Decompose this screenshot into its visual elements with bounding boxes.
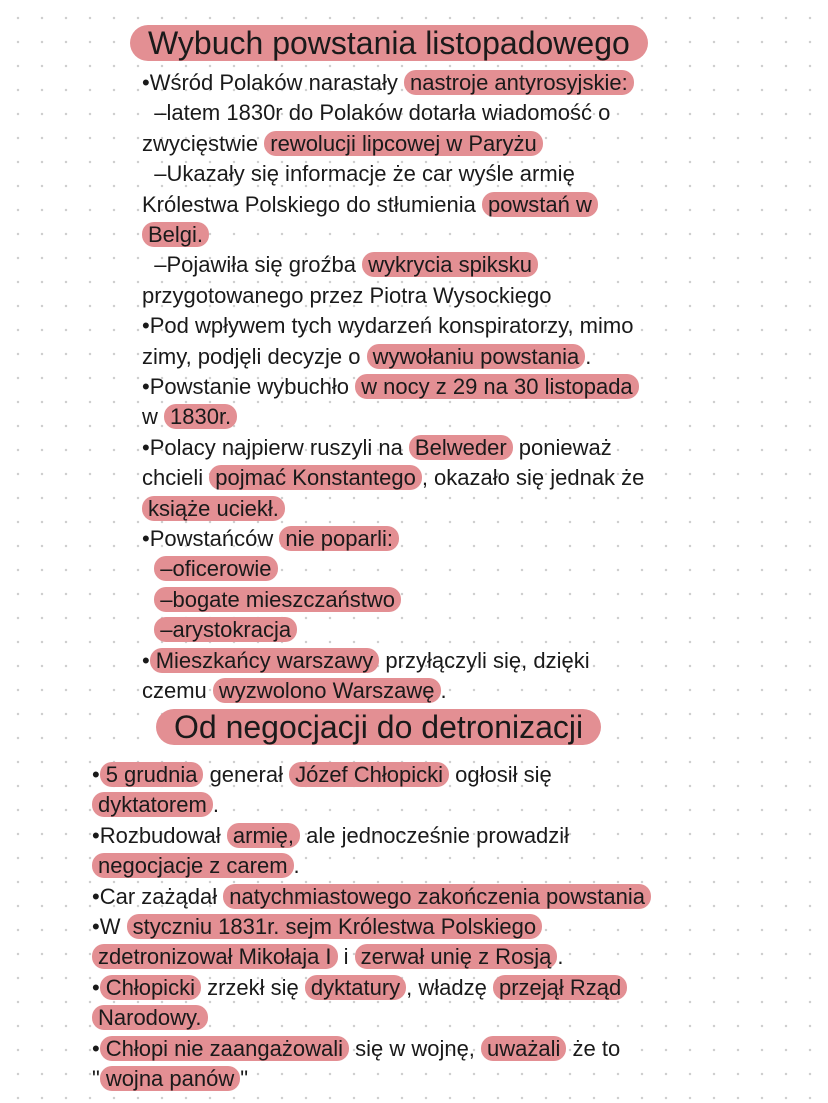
highlighted-text: rewolucji lipcowej w Paryżu — [264, 131, 543, 156]
highlighted-text: wyzwolono Warszawę — [213, 678, 441, 703]
highlighted-text: styczniu 1831r. sejm Królestwa Polskiego — [127, 914, 543, 939]
plain-text: . — [293, 853, 300, 879]
plain-text: • — [142, 647, 150, 673]
plain-text: –latem 1830r do Polaków dotarła wiadomość o — [142, 100, 611, 126]
text-line — [92, 790, 219, 820]
highlighted-text: Narodowy. — [92, 1005, 208, 1030]
plain-text: zrzekł się — [200, 974, 305, 1000]
text-line — [92, 821, 569, 851]
highlighted-text: natychmiastowego zakończenia powstania — [223, 884, 651, 909]
text-line — [142, 281, 551, 311]
text-line — [142, 220, 209, 250]
plain-text: . — [440, 678, 447, 703]
highlighted-text: wywołaniu powstania — [367, 344, 586, 369]
highlighted-text: książe uciekł. — [142, 496, 285, 521]
plain-text: przygotowanego przez Piotra Wysockiego — [142, 282, 552, 308]
text-line — [92, 851, 300, 881]
plain-text: •Powstanie wybuchło — [142, 374, 356, 399]
plain-text — [142, 556, 154, 581]
highlighted-text: 1830r. — [164, 404, 237, 429]
plain-text: •Polacy najpierw ruszyli na — [142, 434, 409, 460]
text-line — [142, 463, 644, 493]
text-line — [92, 942, 564, 972]
text-line — [142, 585, 401, 615]
text-line — [142, 129, 543, 159]
text-line — [142, 372, 639, 402]
plain-text: , okazało się jednak że — [421, 465, 645, 491]
highlighted-text: 5 grudnia — [100, 762, 204, 787]
highlighted-text: Chłopi nie zaangażowali — [100, 1036, 349, 1061]
highlighted-text: –oficerowie — [154, 556, 277, 581]
text-line — [142, 250, 538, 280]
plain-text: w — [142, 404, 164, 430]
plain-text: •Wśród Polaków narastały — [142, 70, 405, 95]
plain-text: –Pojawiła się groźba — [142, 252, 363, 278]
plain-text: zwycięstwie — [142, 130, 265, 156]
section2-title-text: Od negocjacji do detronizacji — [156, 709, 601, 745]
highlighted-text: dyktatorem — [92, 792, 213, 817]
highlighted-text: w nocy z 29 na 30 listopada — [355, 374, 639, 399]
highlighted-text: –bogate mieszczaństwo — [154, 587, 401, 612]
highlighted-text: wojna panów — [100, 1066, 240, 1091]
highlighted-text: powstań w — [482, 192, 598, 217]
plain-text: zimy, podjęli decyzje o — [142, 343, 367, 369]
plain-text: generał — [203, 762, 290, 787]
plain-text: Królestwa Polskiego do stłumienia — [142, 191, 482, 217]
plain-text: •Rozbudował — [92, 822, 227, 848]
plain-text: ale jednocześnie prowadził — [300, 822, 570, 848]
text-line — [92, 1003, 208, 1033]
plain-text: że to — [566, 1035, 621, 1061]
plain-text: •W — [92, 914, 127, 939]
text-line — [142, 98, 610, 128]
section2-title — [148, 708, 609, 746]
highlighted-text: Józef Chłopicki — [289, 762, 449, 787]
plain-text: chcieli — [142, 465, 210, 491]
text-line — [92, 973, 627, 1003]
highlighted-text: Mieszkańcy warszawy — [150, 648, 380, 673]
plain-text: •Powstańców — [142, 526, 280, 551]
highlighted-text: zdetronizował Mikołaja I — [92, 944, 338, 969]
plain-text: i — [337, 944, 355, 970]
highlighted-text: dyktatury — [305, 975, 406, 1000]
plain-text: . — [212, 792, 219, 818]
text-line — [142, 68, 634, 98]
plain-text: • — [92, 1035, 100, 1061]
text-line — [142, 524, 399, 554]
highlighted-text: zerwał unię z Rosją — [355, 944, 558, 969]
text-line — [142, 402, 237, 432]
plain-text: •Car zażądał — [92, 883, 224, 909]
highlighted-text: nie poparli: — [279, 526, 399, 551]
plain-text: • — [92, 762, 100, 787]
plain-text — [142, 617, 154, 642]
highlighted-text: uważali — [481, 1036, 566, 1061]
plain-text: • — [92, 974, 100, 1000]
plain-text: czemu — [142, 678, 213, 703]
text-line — [142, 342, 591, 372]
plain-text: " — [240, 1066, 249, 1091]
text-line — [142, 676, 447, 706]
highlighted-text: pojmać Konstantego — [209, 465, 422, 490]
highlighted-text: Belgi. — [142, 222, 209, 247]
text-line — [142, 433, 612, 463]
highlighted-text: armię, — [227, 823, 300, 848]
highlighted-text: nastroje antyrosyjskie: — [404, 70, 634, 95]
text-line — [142, 159, 575, 189]
plain-text — [142, 587, 154, 612]
text-line — [142, 554, 278, 584]
plain-text: się w wojnę, — [348, 1035, 482, 1061]
text-line — [142, 311, 633, 341]
text-line — [92, 882, 651, 912]
plain-text: , władzę — [406, 974, 493, 1000]
highlighted-text: Chłopicki — [100, 975, 201, 1000]
plain-text: przyłączyli się, dzięki — [379, 647, 590, 673]
text-line — [92, 1064, 248, 1094]
text-line — [92, 760, 552, 790]
plain-text: . — [585, 343, 592, 369]
plain-text: . — [557, 944, 564, 970]
text-line — [142, 190, 598, 220]
text-line — [142, 494, 285, 524]
text-line — [142, 646, 590, 676]
plain-text: " — [92, 1066, 100, 1091]
plain-text: ogłosił się — [449, 762, 552, 787]
highlighted-text: Belweder — [409, 435, 513, 460]
plain-text: ponieważ — [512, 434, 612, 460]
text-line — [142, 615, 297, 645]
text-line — [92, 912, 542, 942]
section1-title — [122, 24, 656, 62]
text-line — [92, 1034, 620, 1064]
plain-text: •Pod wpływem tych wydarzeń konspiratorzy, mimo — [142, 313, 634, 339]
highlighted-text: –arystokracja — [154, 617, 297, 642]
plain-text: –Ukazały się informacje że car wyśle armię — [142, 161, 575, 187]
highlighted-text: przejął Rząd — [493, 975, 627, 1000]
highlighted-text: wykrycia spiksku — [362, 252, 538, 277]
section1-title-text: Wybuch powstania listopadowego — [130, 25, 648, 61]
highlighted-text: negocjacje z carem — [92, 853, 294, 878]
